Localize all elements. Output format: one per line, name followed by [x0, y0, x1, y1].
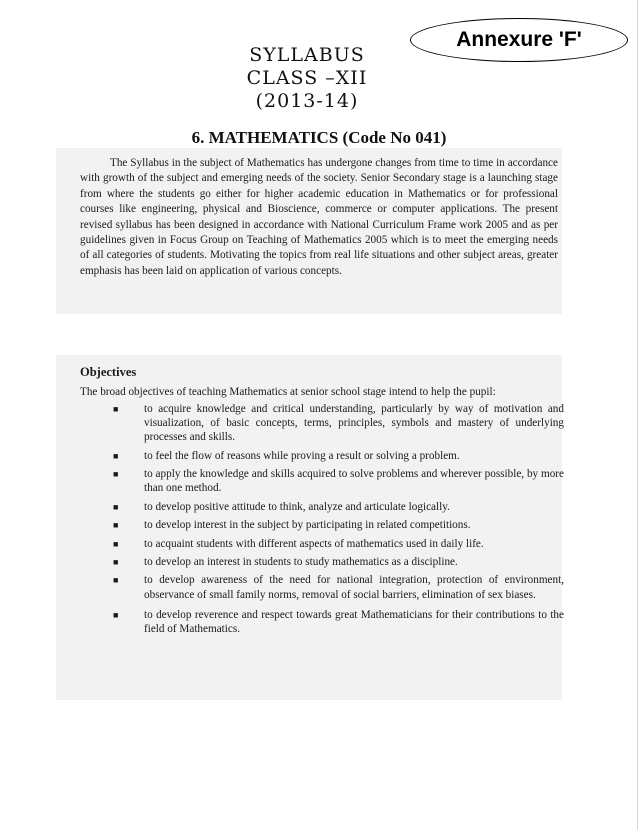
header-syllabus: SYLLABUS	[249, 44, 365, 66]
objective-text: to apply the knowledge and skills acquired to solve problems and wherever possible, by more than one method.	[144, 468, 564, 495]
objectives-lead: The broad objectives of teaching Mathematics at senior school stage intend to help the pupil:	[80, 386, 496, 398]
objective-text: to develop awareness of the need for national integration, protection of environment, observance of small family norms, removal of social barriers, elimination of sex biases.	[144, 574, 564, 601]
list-item	[80, 608, 564, 636]
subject-title: 6. MATHEMATICS (Code No 041)	[191, 128, 447, 147]
syllabus-header	[200, 44, 414, 113]
objective-text: to develop interest in the subject by participating in related competitions.	[144, 519, 471, 532]
objective-text: to develop positive attitude to think, analyze and articulate logically.	[144, 500, 450, 513]
list-item	[80, 518, 564, 532]
objective-text: to feel the flow of reasons while proving a result or solving a problem.	[144, 449, 460, 462]
objective-text: to develop an interest in students to study mathematics as a discipline.	[144, 555, 458, 568]
list-item	[80, 573, 564, 601]
intro-paragraph: The Syllabus in the subject of Mathematics has undergone changes from time to time in accordance with growth of the subject and emerging needs of the society. Senior Secondary stage is a launching stage from where the students go either for higher academic education in Mathematics or for professional courses like engineering, physical and Bioscience, commerce or computer applications. The present revised syllabus has been designed in accordance with National Curriculum Frame work 2005 and as per guidelines given in Focus Group on Teaching of Mathematics 2005 which is to meet the emerging needs of all categories of students. Motivating the topics from real life situations and other subject areas, greater emphasis has been laid on application of various concepts.	[80, 157, 558, 277]
square-bullet-icon: ■	[113, 538, 119, 549]
objective-text: to acquaint students with different aspects of mathematics used in daily life.	[144, 537, 484, 550]
header-class: CLASS –XII	[246, 67, 368, 89]
list-item	[80, 555, 564, 569]
objective-text: to acquire knowledge and critical understanding, particularly by way of motivation and visualization, of basic concepts, terms, principles, symbols and mastery of underlying processes and skills.	[144, 403, 564, 444]
header-session: (2013-14)	[255, 90, 359, 112]
objective-text: to develop reverence and respect towards great Mathematicians for their contributions to the field of Mathematics.	[144, 608, 564, 635]
square-bullet-icon: ■	[113, 609, 119, 620]
list-item	[80, 467, 564, 495]
square-bullet-icon: ■	[113, 501, 119, 512]
annexure-label: Annexure 'F'	[410, 18, 628, 62]
list-item	[80, 537, 564, 551]
objectives-list	[80, 402, 564, 640]
objectives-heading: Objectives	[80, 365, 137, 379]
list-item	[80, 402, 564, 445]
square-bullet-icon: ■	[113, 404, 119, 414]
square-bullet-icon: ■	[113, 450, 119, 461]
square-bullet-icon: ■	[113, 575, 119, 586]
list-item	[80, 449, 564, 463]
square-bullet-icon: ■	[113, 469, 119, 480]
square-bullet-icon: ■	[113, 556, 119, 567]
square-bullet-icon: ■	[113, 520, 119, 531]
list-item	[80, 500, 564, 514]
